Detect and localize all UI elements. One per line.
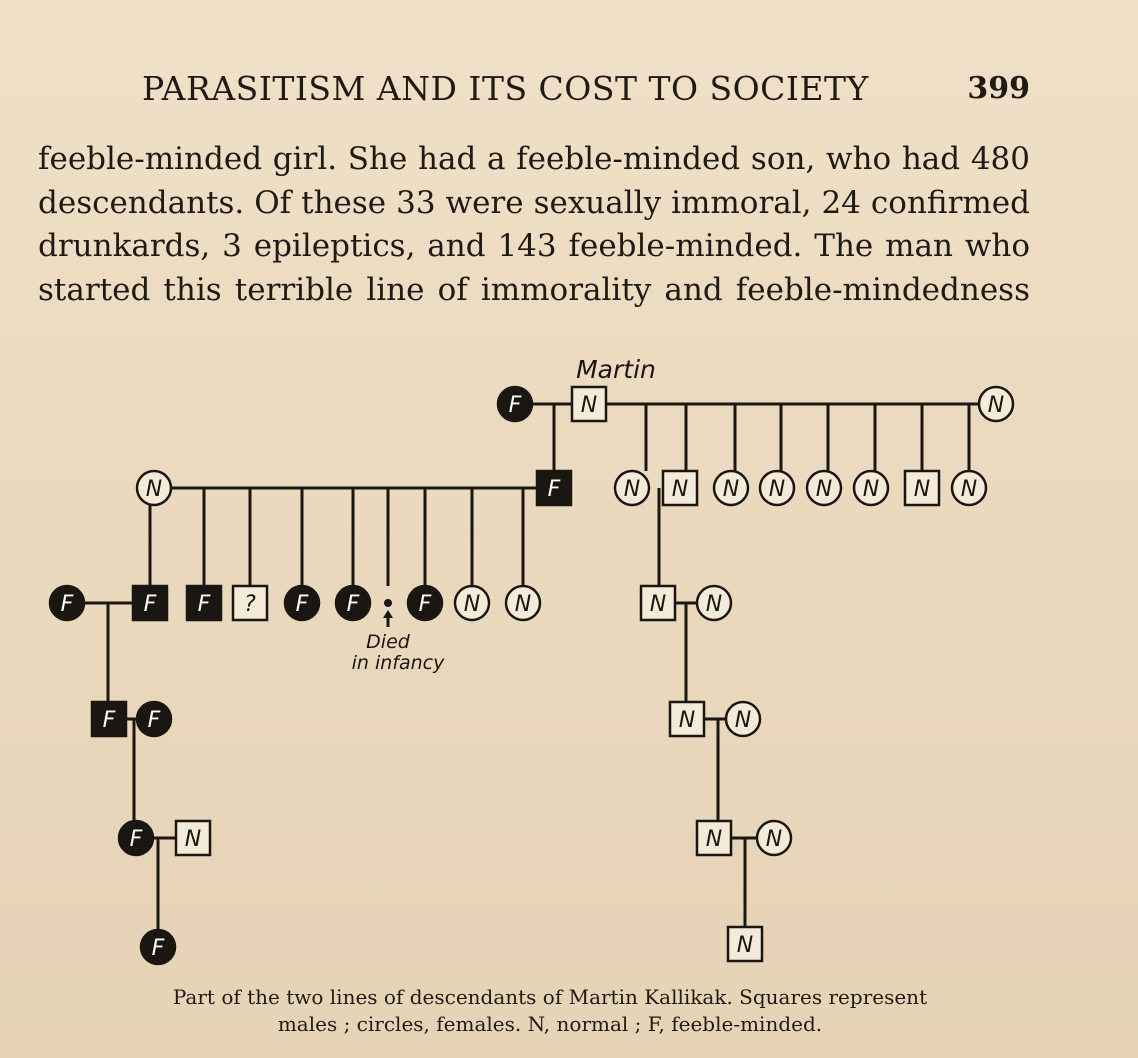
symbol-letter: F [197, 592, 211, 617]
pedigree-female-feeble [285, 586, 319, 620]
infant-death-marker [384, 599, 392, 607]
symbol-letter: N [671, 477, 689, 502]
pedigree-male-normal [728, 927, 762, 961]
pedigree-female-normal [137, 471, 171, 505]
pedigree-male-feeble [92, 702, 126, 736]
symbol-letter: ? [244, 592, 256, 617]
symbol-letter: N [913, 477, 931, 502]
pedigree-female-feeble [50, 586, 84, 620]
symbol-letter: F [60, 592, 74, 617]
pedigree-female-normal [615, 471, 649, 505]
pedigree-male-feeble [537, 471, 571, 505]
symbol-letter: F [295, 592, 309, 617]
symbol-letter: N [580, 393, 598, 418]
symbol-letter: N [765, 827, 783, 852]
pedigree-female-normal [807, 471, 841, 505]
caption-line: males ; circles, females. N, normal ; F, feeble-minded. [277, 1012, 823, 1036]
pedigree-female-normal [854, 471, 888, 505]
page-number: 399 [967, 71, 1030, 106]
pedigree-male-unknown [233, 586, 267, 620]
symbol-letter: N [987, 393, 1005, 418]
symbol-letter: N [678, 708, 696, 733]
died-annotation-line2: in infancy [351, 652, 445, 674]
symbol-letter: F [508, 393, 522, 418]
pedigree-female-normal [714, 471, 748, 505]
pedigree-female-normal [506, 586, 540, 620]
pedigree-male-normal [905, 471, 939, 505]
pedigree-male-normal [697, 821, 731, 855]
symbol-letter: F [143, 592, 157, 617]
pedigree-male-normal [663, 471, 697, 505]
died-annotation-line1: Died [366, 631, 410, 653]
pedigree-male-normal [176, 821, 210, 855]
pedigree-female-normal [455, 586, 489, 620]
symbol-letter: F [418, 592, 432, 617]
pedigree-male-feeble [133, 586, 167, 620]
symbol-letter: F [346, 592, 360, 617]
symbol-letter: F [151, 936, 165, 961]
pedigree-female-feeble [336, 586, 370, 620]
pedigree-female-feeble [119, 821, 153, 855]
founder-label: Martin [576, 355, 656, 384]
figure-caption [60, 984, 1040, 1038]
pedigree-male-normal [641, 586, 675, 620]
running-title: PARASITISM AND ITS COST TO SOCIETY [142, 69, 869, 108]
symbol-letter: N [768, 477, 786, 502]
pedigree-female-feeble [141, 930, 175, 964]
body-line: started this terrible line of immorality and feeble-mindedness [38, 271, 1030, 308]
caption-line: Part of the two lines of descendants of Martin Kallikak. Squares represent [172, 985, 928, 1009]
symbol-letter: N [705, 592, 723, 617]
symbol-letter: N [145, 477, 163, 502]
symbol-letter: N [722, 477, 740, 502]
pedigree-female-normal [952, 471, 986, 505]
pedigree-female-normal [757, 821, 791, 855]
symbol-letter: N [184, 827, 202, 852]
symbol-letter: N [862, 477, 880, 502]
pedigree-male-normal [670, 702, 704, 736]
body-line: descendants. Of these 33 were sexually immoral, 24 confirmed [38, 184, 1030, 221]
arrow-up-icon [383, 610, 393, 618]
symbol-letter: F [129, 827, 143, 852]
symbol-letter: N [514, 592, 532, 617]
pedigree-lines [84, 404, 979, 930]
symbol-letter: F [547, 477, 561, 502]
symbol-letter: N [960, 477, 978, 502]
pedigree-female-normal [697, 586, 731, 620]
symbol-letter: N [815, 477, 833, 502]
symbol-letter: F [102, 708, 116, 733]
pedigree-female-feeble [408, 586, 442, 620]
body-line: drunkards, 3 epileptics, and 143 feeble-minded. The man who [38, 228, 1030, 264]
symbol-letter: N [649, 592, 667, 617]
pedigree-founder-male [572, 387, 606, 421]
pedigree-female-feeble [137, 702, 171, 736]
pedigree-female-feeble [498, 387, 532, 421]
symbol-letter: N [734, 708, 752, 733]
pedigree-female-normal [726, 702, 760, 736]
symbol-letter: N [623, 477, 641, 502]
pedigree-male-feeble [187, 586, 221, 620]
symbol-letter: N [705, 827, 723, 852]
symbol-letter: N [463, 592, 481, 617]
pedigree-nodes [50, 387, 1013, 964]
body-line: feeble-minded girl. She had a feeble-minded son, who had 480 [38, 141, 1030, 177]
symbol-letter: F [147, 708, 161, 733]
pedigree-female-normal [760, 471, 794, 505]
symbol-letter: N [736, 933, 754, 958]
pedigree-female-normal [979, 387, 1013, 421]
